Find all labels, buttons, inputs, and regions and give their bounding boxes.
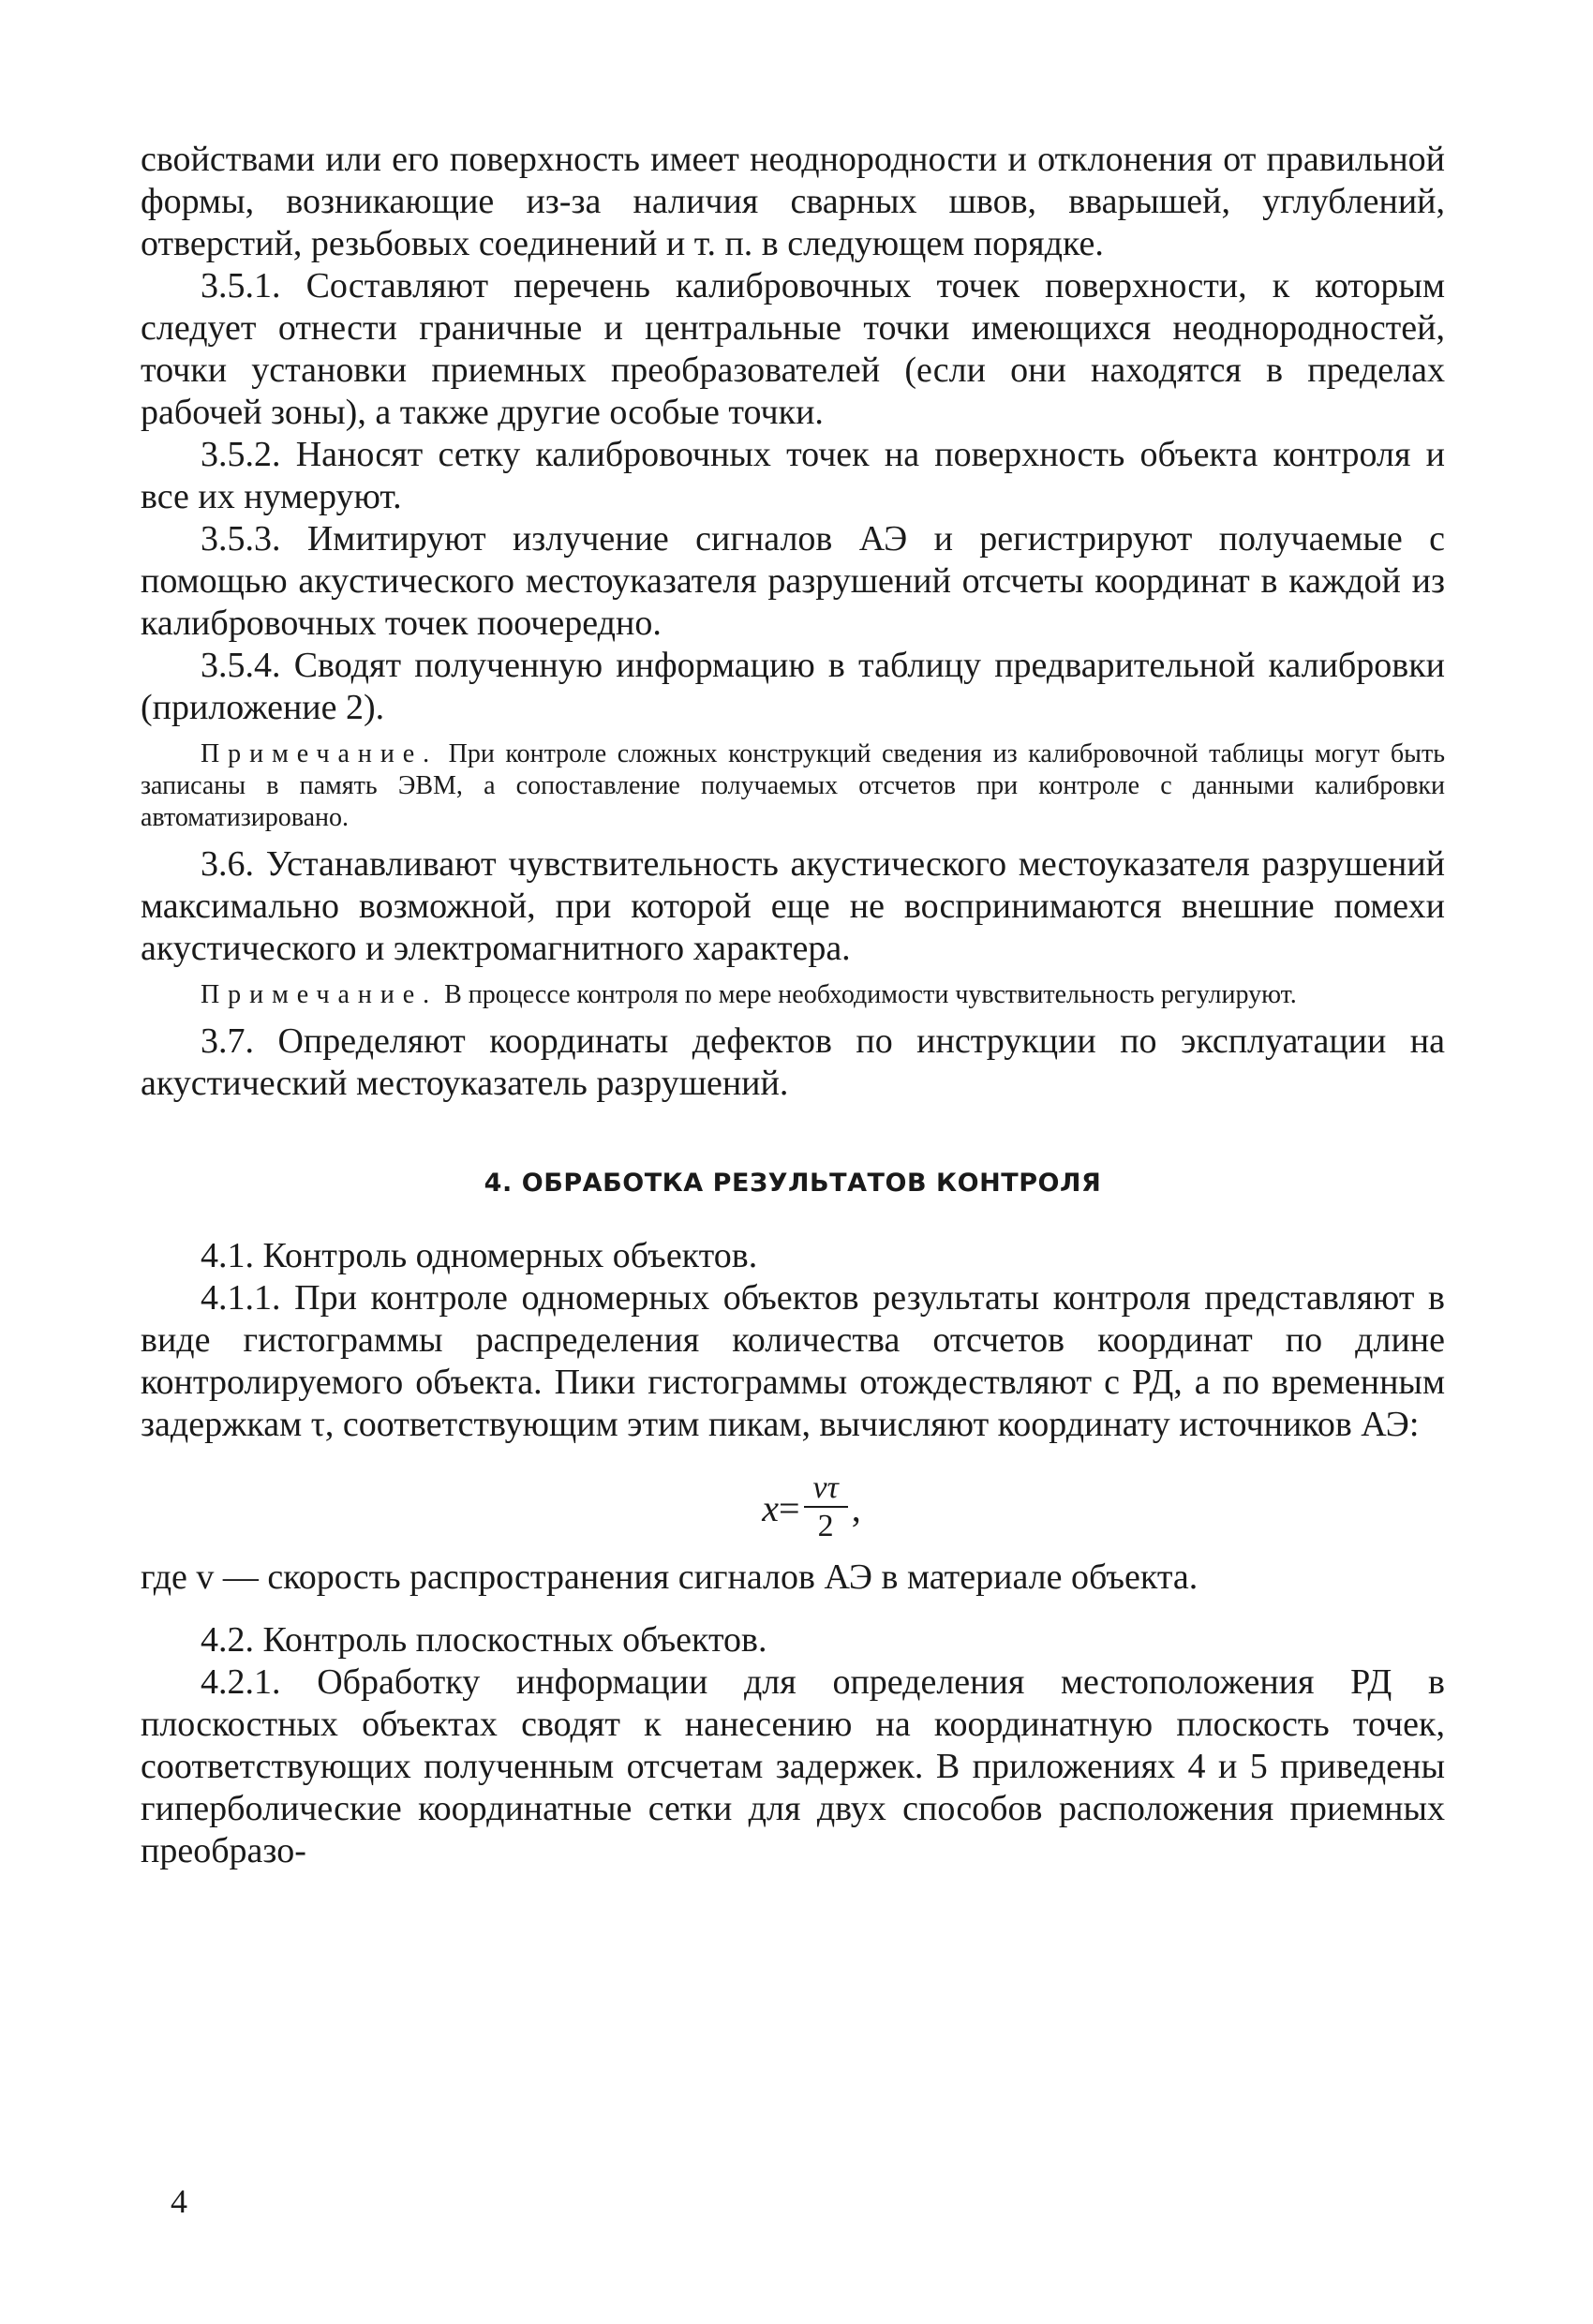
paragraph-3-5-4: 3.5.4. Сводят полученную информацию в таблицу предварительной калибровки (приложение 2). bbox=[141, 646, 1445, 727]
paragraph-continuation: свойствами или его поверхность имеет неоднородности и отклонения от правильной формы, возникающие из-за наличия сварных швов, вварышей, углублений, отверстий, резьбовых соединений и т. п. в следующем порядке. bbox=[141, 140, 1445, 263]
paragraph-3-7: 3.7. Определяют координаты дефектов по инструкции по эксплуатации на акустический местоуказатель разрушений. bbox=[141, 1021, 1445, 1103]
note-sensitivity bbox=[141, 979, 1445, 1011]
paragraph-4-1-1: 4.1.1. При контроле одномерных объектов результаты контроля представляют в виде гистограммы распределения количества отсчетов координат по длине контролируемого объекта. Пики гистограммы отождествляют с РД, а по временным задержкам τ, соответствующим этим пикам, вычисляют координату источников АЭ: bbox=[141, 1278, 1445, 1444]
formula-explanation: где v — скорость распространения сигналов АЭ в материале объекта. bbox=[141, 1557, 1198, 1597]
paragraph-4-2: 4.2. Контроль плоскостных объектов. bbox=[201, 1620, 767, 1660]
page-number: 4 bbox=[171, 2182, 187, 2220]
formula-fraction bbox=[804, 1470, 848, 1545]
paragraph-3-5-3: 3.5.3. Имитируют излучение сигналов АЭ и регистрируют получаемые с помощью акустического местоуказателя разрушений отсчеты координат в каждой из калибровочных точек поочередно. bbox=[141, 519, 1445, 643]
formula-equals: = bbox=[778, 1486, 800, 1529]
paragraph-3-5-1: 3.5.1. Составляют перечень калибровочных точек поверхности, к которым следует отнести граничные и центральные точки имеющихся неоднородностей, точки установки приемных преобразователей (если они находятся в пределах рабочей зоны), а также другие особые точки. bbox=[141, 266, 1445, 432]
paragraph-4-1: 4.1. Контроль одномерных объектов. bbox=[201, 1236, 758, 1275]
paragraph-3-5-2: 3.5.2. Наносят сетку калибровочных точек на поверхность объекта контроля и все их нумеруют. bbox=[141, 435, 1445, 516]
note-label: Примечание. bbox=[201, 739, 439, 768]
formula-lhs: x bbox=[762, 1486, 779, 1529]
section-heading: 4. ОБРАБОТКА РЕЗУЛЬТАТОВ КОНТРОЛЯ bbox=[484, 1169, 1102, 1198]
document-page bbox=[141, 139, 1445, 1872]
note-text: При контроле сложных конструкций сведения из калибровочной таблицы могут быть записаны в память ЭВМ, а сопоставление получаемых отсчетов при контроле с данными калибровки автоматизировано. bbox=[141, 739, 1445, 832]
note-calibration bbox=[141, 738, 1445, 834]
formula bbox=[141, 1470, 1445, 1545]
formula-trailing: , bbox=[851, 1486, 861, 1529]
note-label: Примечание. bbox=[201, 980, 439, 1009]
paragraph-3-6: 3.6. Устанавливают чувствительность акустического местоуказателя разрушений максимально возможной, при которой еще не воспринимаются внешние помехи акустического и электромагнитного характера. bbox=[141, 844, 1445, 968]
formula-numerator: vτ bbox=[812, 1470, 839, 1505]
note-text: В процессе контроля по мере необходимости чувствительность регулируют. bbox=[438, 980, 1297, 1009]
formula-denominator: 2 bbox=[817, 1509, 834, 1543]
paragraph-4-2-1: 4.2.1. Обработку информации для определения местоположения РД в плоскостных объектах сводят к нанесению на координатную плоскость точек, соответствующих полученным отсчетам задержек. В приложениях 4 и 5 приведены гиперболические координатные сетки для двух способов расположения приемных преобразо- bbox=[141, 1662, 1445, 1870]
